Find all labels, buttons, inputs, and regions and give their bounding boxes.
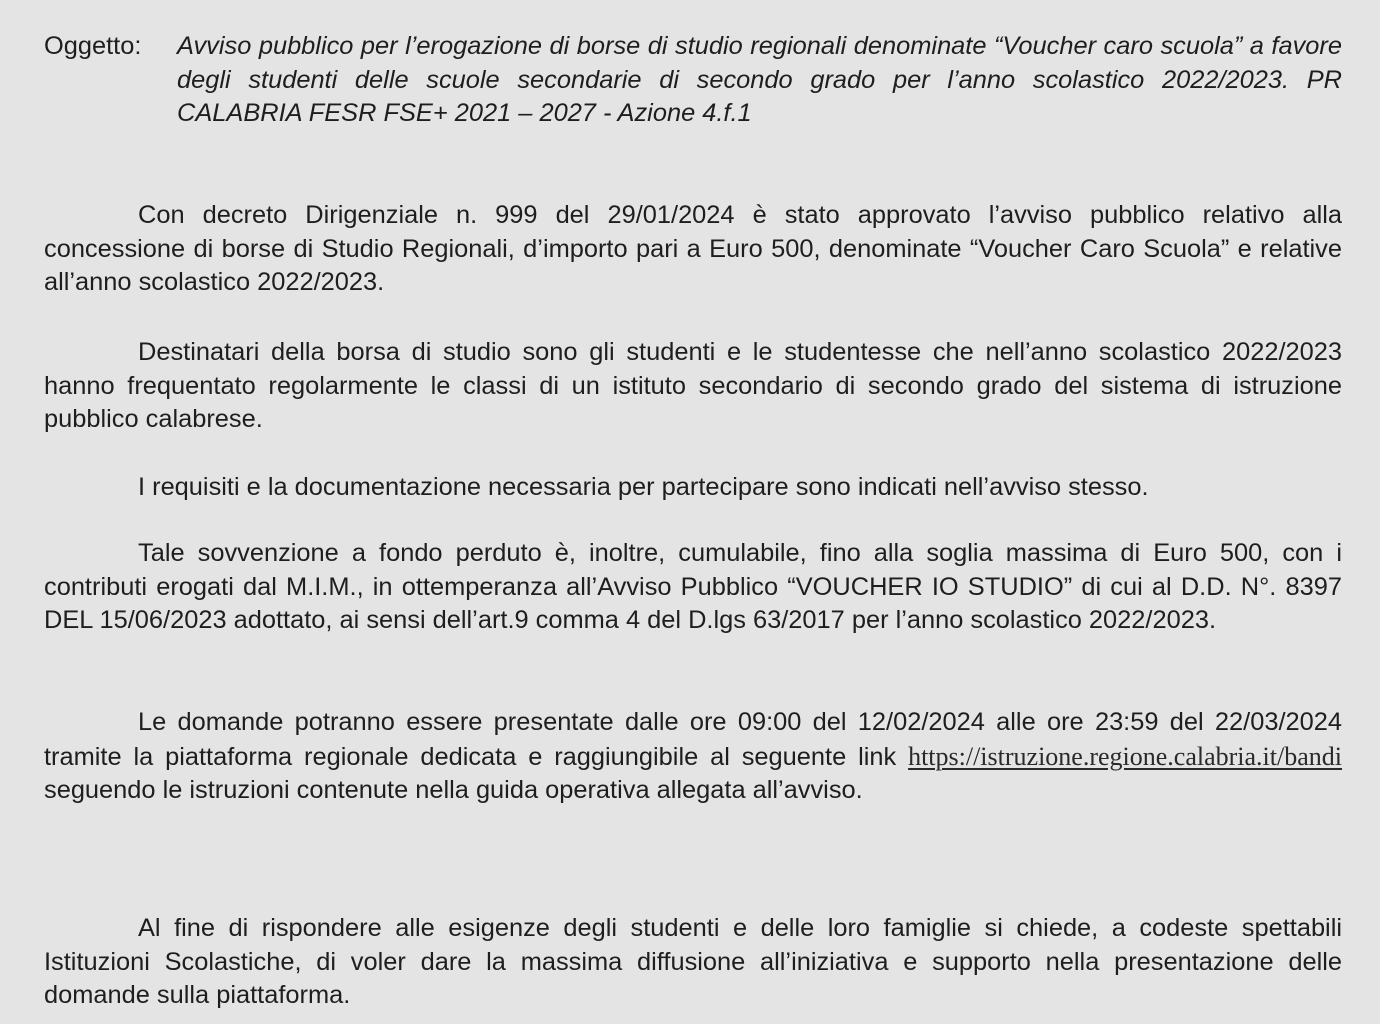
decree-paragraph: Con decreto Dirigenziale n. 999 del 29/01/2024 è stato approvato l’avviso pubblico relativo alla concessione di borse di Studio Regionali, d’importo pari a Euro 500, denominate “Voucher Caro Scuola” e relative all’anno scolastico 2022/2023. [44,201,1342,296]
applications-text-after-link: seguendo le istruzioni contenute nella guida operativa allegata all’avviso. [44,776,863,804]
applications-text-before-link: Le domande potranno essere presentate dalle ore 09:00 del 12/02/2024 alle ore 23:59 del 22/03/2024 tramite la piattaforma regionale dedicata e raggiungibile al seguente link [44,708,1342,771]
platform-link[interactable]: https://istruzione.regione.calabria.it/bandi [908,741,1342,771]
subject-label: Oggetto: [44,32,142,60]
cumulability-paragraph: Tale sovvenzione a fondo perduto è, inoltre, cumulabile, fino alla soglia massima di Euro 500, con i contributi erogati dal M.I.M., in ottemperanza all’Avviso Pubblico “VOUCHER IO STUDIO” di cui al D.D. N°. 8397 DEL 15/06/2023 adottato, ai sensi dell’art.9 comma 4 del D.lgs 63/2017 per l’anno scolastico 2022/2023. [44,539,1342,634]
applications-paragraph [44,706,1342,808]
requirements-paragraph: I requisiti e la documentazione necessaria per partecipare sono indicati nell’avviso stesso. [138,473,1149,501]
recipients-paragraph: Destinatari della borsa di studio sono gli studenti e le studentesse che nell’anno scolastico 2022/2023 hanno frequentato regolarmente le classi di un istituto secondario di secondo grado del sistema di istruzione pubblico calabrese. [44,338,1342,433]
subject-text: Avviso pubblico per l’erogazione di borse di studio regionali denominate “Voucher caro scuola” a favore degli studenti delle scuole secondarie di secondo grado per l’anno scolastico 2022/2023. PR CALABRIA FESR FSE+ 2021 – 2027 - Azione 4.f.1 [177,32,1342,127]
request-paragraph: Al fine di rispondere alle esigenze degli studenti e delle loro famiglie si chiede, a codeste spettabili Istituzioni Scolastiche, di voler dare la massima diffusione all’iniziativa e supporto nella presentazione delle domande sulla piattaforma. [44,914,1342,1009]
subject-block [44,30,1342,131]
